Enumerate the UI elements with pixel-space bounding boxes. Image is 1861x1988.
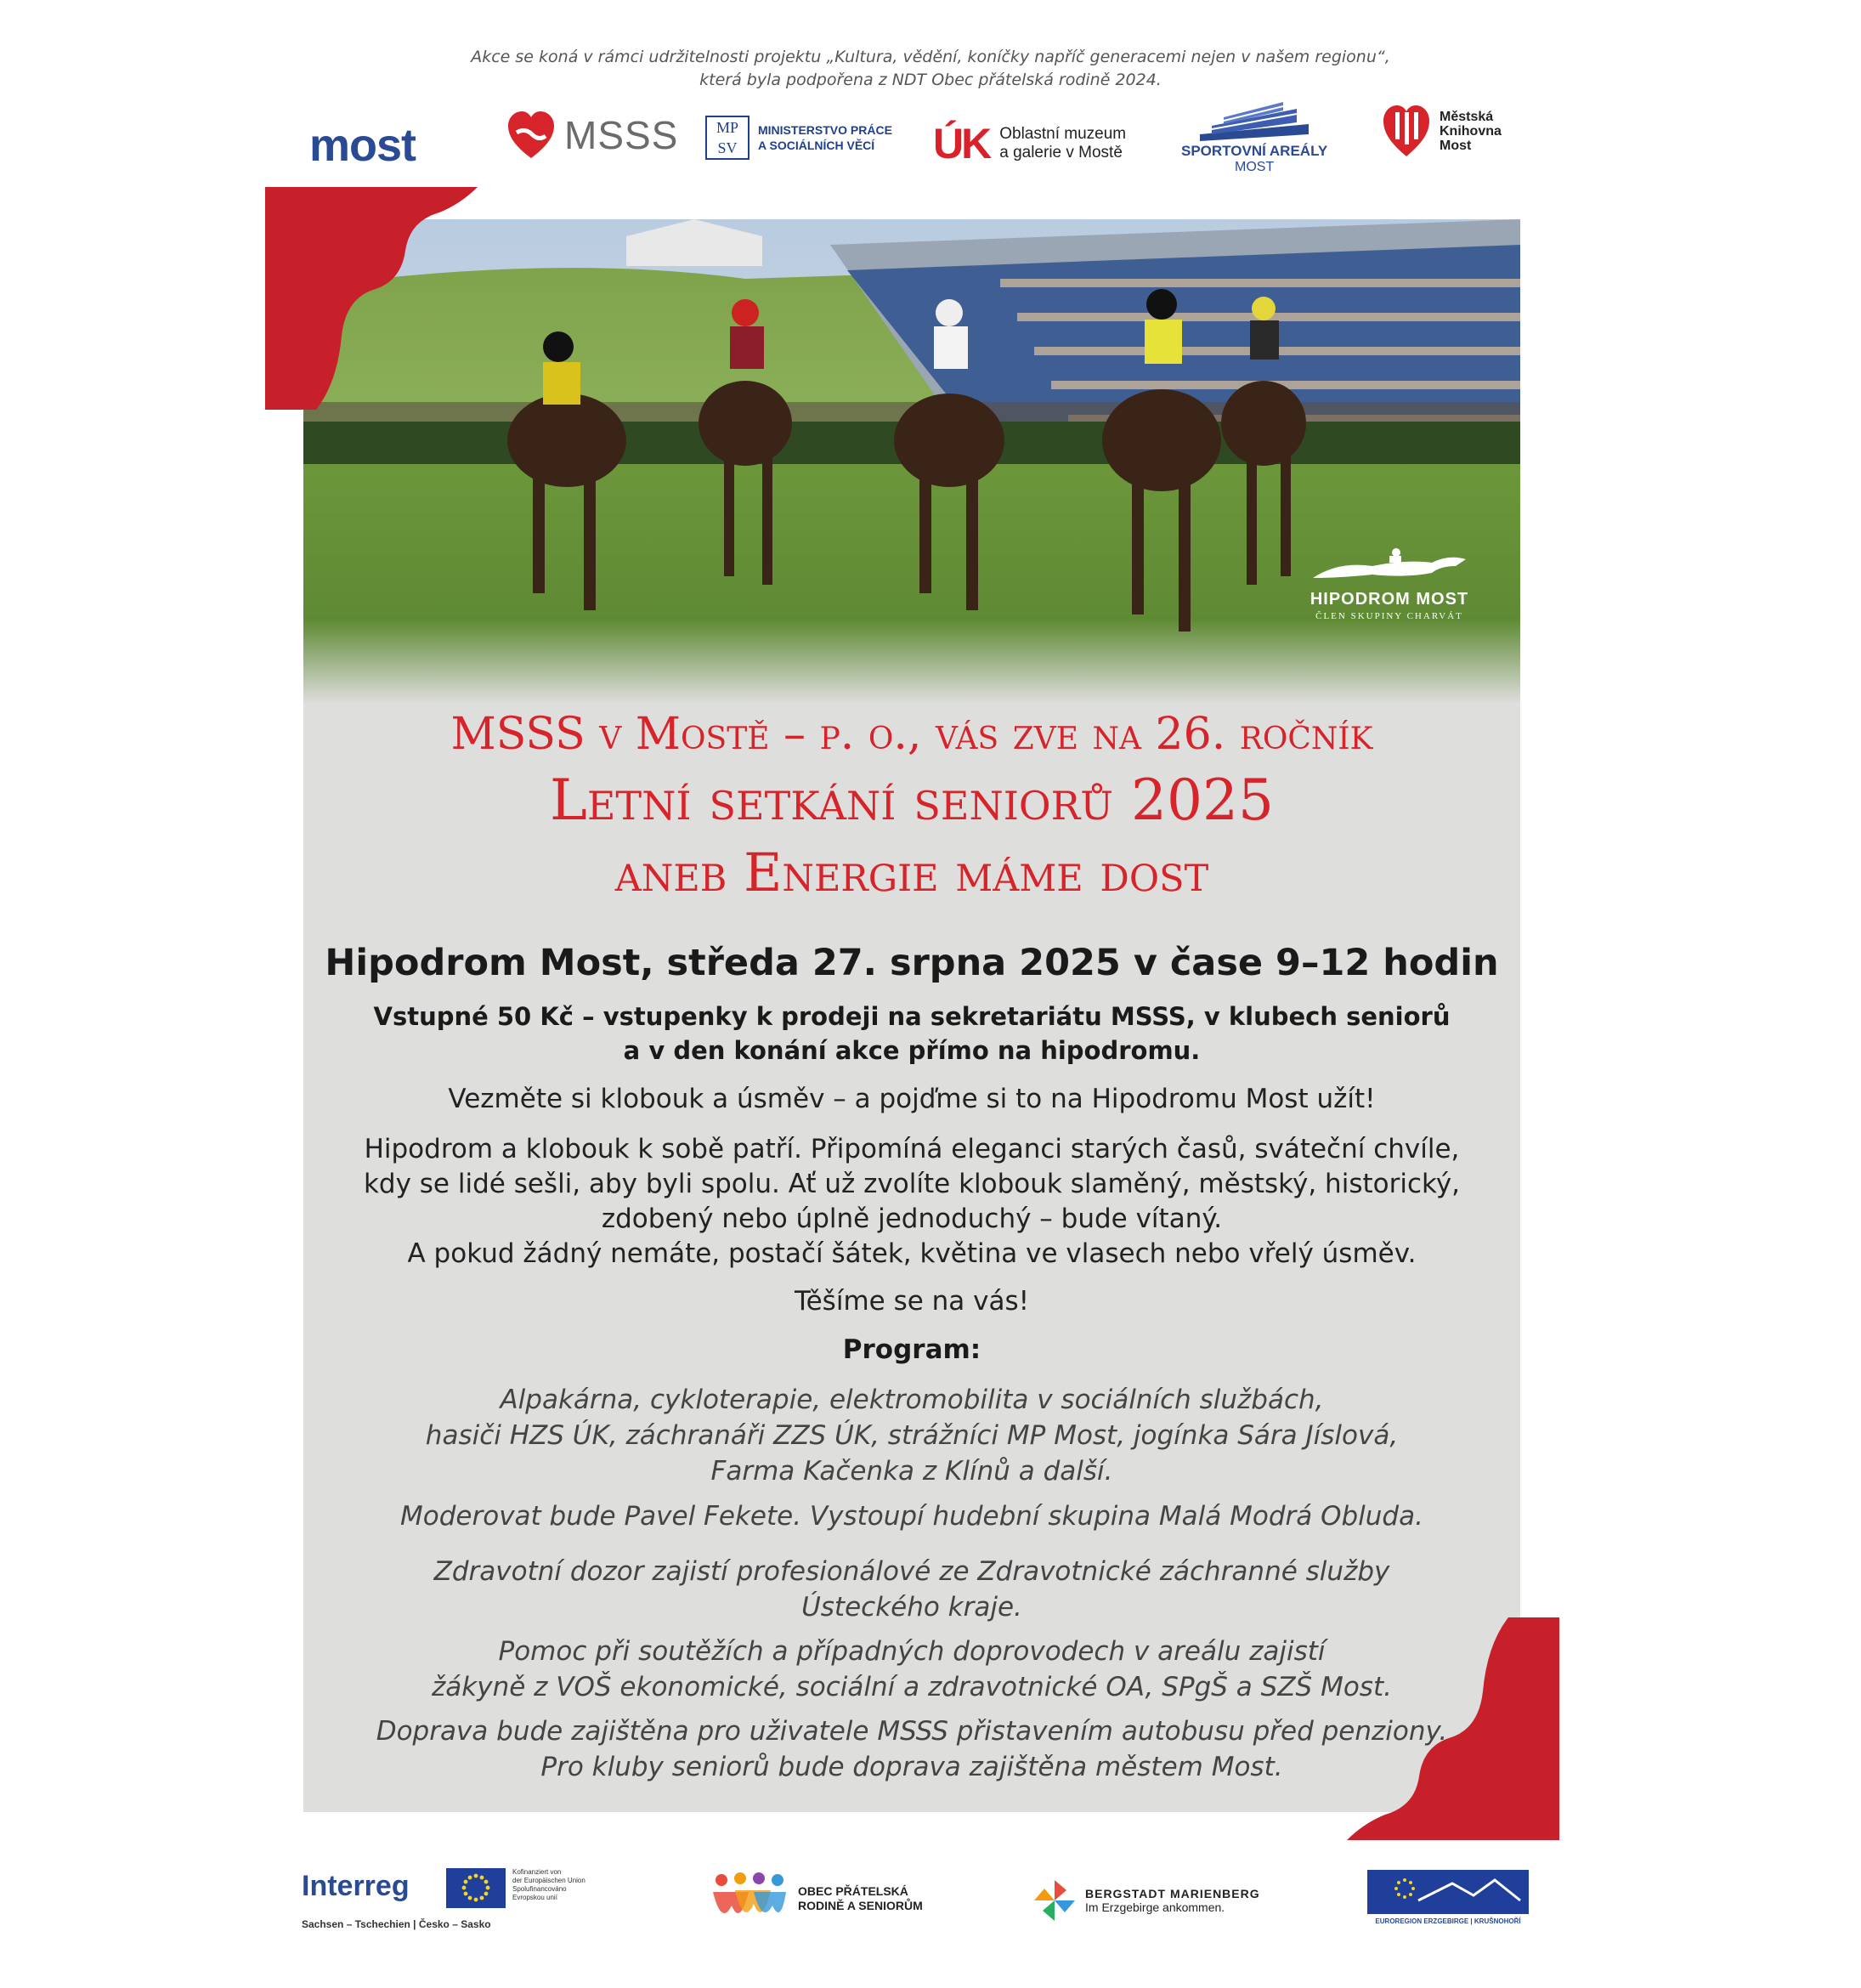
- program-moderator-line: Moderovat bude Pavel Fekete. Vystoupí hudební skupina Malá Modrá Obluda.: [400, 1501, 1423, 1532]
- stadium-icon: [1195, 100, 1314, 141]
- program-helpers-line-1: Pomoc při soutěžích a případných doprovodech v areálu zajistí: [498, 1636, 1326, 1667]
- hat-invite: Vezměte si klobouk a úsměv – a pojďme si to na Hipodromu Most užít!: [448, 1084, 1376, 1114]
- program-title: Program:: [842, 1334, 981, 1365]
- euroregion-mark: [1367, 1870, 1529, 1914]
- library-line-1: Městská: [1440, 109, 1494, 124]
- museum-logo-text: [999, 125, 1126, 162]
- red-heart-icon: [1382, 104, 1431, 158]
- interreg-subtitle: Sachsen – Tschechien | Česko – Sasko: [302, 1918, 491, 1930]
- see-you-text: Těšíme se na vás!: [794, 1286, 1030, 1317]
- horse-jockey-icon: [1304, 544, 1474, 586]
- project-note-line-2: která byla podpořena z NDT Obec přátelská rodině 2024.: [699, 71, 1162, 89]
- program-medical-line-1: Zdravotní dozor zajistí profesionálové ze Zdravotnické záchranné služby: [433, 1556, 1390, 1587]
- program-transport-line-1: Doprava bude zajištěna pro uživatele MSSS přistavením autobusu před penziony.: [376, 1716, 1448, 1747]
- program-activities-line-1: Alpakárna, cykloterapie, elektromobilita v sociálních službách,: [500, 1385, 1324, 1415]
- headline-event-title: Letní setkání seniorů 2025: [550, 767, 1274, 833]
- headline-subtitle: aneb Energie máme dost: [614, 841, 1209, 903]
- program-activities-line-3: Farma Kačenka z Klínů a další.: [710, 1456, 1113, 1487]
- program-helpers-line-2: žákyně z VOŠ ekonomické, sociální a zdravotnické OA, SPgŠ a SZŠ Most.: [432, 1672, 1392, 1702]
- sport-line-1: SPORTOVNÍ AREÁLY: [1181, 143, 1328, 159]
- hat-paragraph-line-3: zdobený nebo úplně jednoduchý – bude vítaný.: [601, 1204, 1223, 1234]
- marienberg-line-1: BERGSTADT MARIENBERG: [1085, 1887, 1260, 1900]
- venue-date-time: Hipodrom Most, středa 27. srpna 2025 v čase 9–12 hodin: [325, 942, 1499, 984]
- footer-logo-row: [302, 1861, 1525, 1955]
- ticket-info-line-2: a v den konání akce přímo na hipodromu.: [623, 1036, 1201, 1065]
- hipodrom-logo: [1283, 544, 1496, 621]
- headline-invite: MSSS v Mostě – p. o., vás zve na 26. ročník: [450, 709, 1373, 760]
- project-note-line-1: Akce se koná v rámci udržitelnosti projektu „Kultura, vědění, koníčky napříč generacemi nejen v našem regionu“,: [471, 48, 1390, 66]
- hat-paragraph-line-2: kdy se lidé sešli, aby byli spolu. Ať už zvolíte klobouk slaměný, městský, historický,: [363, 1169, 1461, 1199]
- marienberg-text: [1085, 1887, 1260, 1914]
- museum-line-2: a galerie v Mostě: [999, 144, 1123, 161]
- interreg-word: Interreg: [302, 1870, 410, 1902]
- sport-line-2: MOST: [1235, 160, 1275, 174]
- msss-logo-text: MSSS: [564, 113, 679, 157]
- mpsv-logo: [705, 116, 892, 160]
- hat-paragraph-line-1: Hipodrom a klobouk k sobě patří. Připomíná eleganci starých časů, sváteční chvíle,: [364, 1134, 1460, 1164]
- mpsv-mark: MP SV: [705, 116, 749, 160]
- horse-race-photo: [303, 219, 1520, 704]
- hipodrom-subtitle: ČLEN SKUPINY CHARVÁT: [1315, 611, 1463, 621]
- heart-hands-icon: [506, 109, 556, 161]
- library-logo-text: [1440, 110, 1502, 153]
- museum-logo: [933, 119, 1126, 168]
- hipodrom-name: HIPODROM MOST: [1309, 590, 1469, 609]
- library-line-2: Knihovna: [1440, 123, 1502, 139]
- program-medical: [303, 1554, 1520, 1625]
- eu-line-4: Evropskou unií: [512, 1894, 557, 1901]
- msss-logo: [506, 109, 678, 161]
- mpsv-line-1: MINISTERSTVO PRÁCE: [758, 123, 892, 137]
- euroregion-text: EUROREGION ERZGEBIRGE | KRUŠNOHOŘÍ: [1375, 1917, 1521, 1925]
- family-figures-icon: [710, 1872, 788, 1926]
- hat-paragraph-line-4: A pokud žádný nemáte, postačí šátek, květina ve vlasech nebo vřelý úsměv.: [407, 1238, 1417, 1269]
- eu-line-2: der Europäischen Union: [512, 1877, 585, 1884]
- program-transport-line-2: Pro kluby seniorů bude doprava zajištěna městem Most.: [540, 1752, 1283, 1782]
- marienberg-logo: [1032, 1878, 1260, 1923]
- eu-line-3: Spolufinancováno: [512, 1885, 567, 1893]
- museum-mark: ÚK: [933, 120, 990, 167]
- marienberg-line-2: Im Erzgebirge ankommen.: [1085, 1900, 1225, 1914]
- museum-line-1: Oblastní muzeum: [999, 125, 1127, 143]
- project-note: [0, 46, 1861, 92]
- family-friendly-text: [798, 1884, 923, 1913]
- eu-flag-icon: [446, 1868, 506, 1908]
- program-activities-line-2: hasiči HZS ÚK, záchranáři ZZS ÚK, strážníci MP Most, jogínka Sára Jíslová,: [425, 1420, 1399, 1451]
- ticket-info-line-1: Vstupné 50 Kč – vstupenky k prodeji na sekretariátu MSSS, v klubech seniorů: [373, 1002, 1451, 1031]
- program-medical-line-2: Ústeckého kraje.: [801, 1592, 1022, 1623]
- eu-cofinance-text: [512, 1868, 585, 1902]
- hat-paragraph: [303, 1132, 1520, 1272]
- family-friendly-logo: [710, 1872, 923, 1926]
- eu-line-1: Kofinanziert von: [512, 1868, 562, 1876]
- program-transport: [303, 1713, 1520, 1785]
- library-line-3: Most: [1440, 138, 1472, 153]
- mpsv-line-2: A SOCIÁLNÍCH VĚCÍ: [758, 139, 875, 152]
- program-helpers: [303, 1634, 1520, 1705]
- program-moderator: [303, 1498, 1520, 1534]
- library-logo: [1382, 104, 1502, 158]
- partner-logo-row: [306, 100, 1530, 185]
- euroregion-logo: [1367, 1870, 1529, 1925]
- ticket-info: [303, 1000, 1520, 1068]
- pinwheel-icon: [1032, 1878, 1077, 1923]
- program-activities: [303, 1382, 1520, 1489]
- sport-areas-logo: [1181, 100, 1327, 175]
- most-city-logo: most: [309, 120, 416, 171]
- red-corner-decoration-top: [265, 187, 482, 416]
- obec-line-2: RODINĚ A SENIORŮM: [798, 1899, 923, 1912]
- mpsv-logo-text: [758, 122, 892, 153]
- obec-line-1: OBEC PŘÁTELSKÁ: [798, 1884, 908, 1898]
